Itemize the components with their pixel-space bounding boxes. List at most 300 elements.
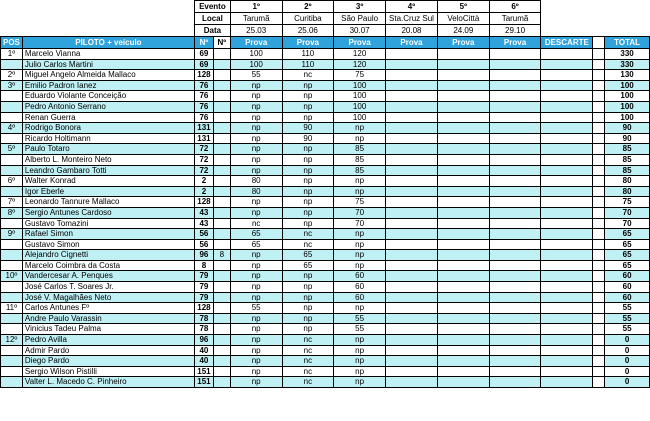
- cell-prova-1: np: [230, 123, 282, 134]
- cell-gap: [593, 271, 605, 282]
- cell-prova-1: np: [230, 165, 282, 176]
- cell-car-number-2: [213, 154, 230, 165]
- cell-pos: [1, 59, 23, 70]
- cell-pos: [1, 112, 23, 123]
- cell-prova-6: [489, 271, 541, 282]
- cell-prova-5: [437, 49, 489, 60]
- table-row: [1, 377, 650, 388]
- event-1-date: 25.03: [230, 25, 282, 37]
- cell-prova-1: 80: [230, 176, 282, 187]
- event-2-local: Curitiba: [282, 13, 334, 25]
- cell-prova-1: np: [230, 112, 282, 123]
- cell-gap: [593, 229, 605, 240]
- cell-car-number-2: [213, 313, 230, 324]
- cell-prova-5: [437, 366, 489, 377]
- cell-prova-4: [386, 112, 438, 123]
- col-num-2: Nº: [213, 37, 230, 49]
- cell-gap: [593, 250, 605, 261]
- cell-descarte: [541, 218, 593, 229]
- cell-total: 100: [605, 80, 650, 91]
- cell-pilot-name: Carlos Antunes Fº: [22, 303, 194, 314]
- cell-prova-3: 120: [334, 49, 386, 60]
- cell-pilot-name: Rodrigo Bonora: [22, 123, 194, 134]
- cell-prova-3: 55: [334, 324, 386, 335]
- cell-prova-5: [437, 303, 489, 314]
- cell-gap: [593, 70, 605, 81]
- cell-prova-5: [437, 282, 489, 293]
- cell-car-number: 96: [194, 250, 213, 261]
- cell-car-number-2: [213, 218, 230, 229]
- cell-car-number-2: [213, 366, 230, 377]
- cell-prova-6: [489, 176, 541, 187]
- cell-prova-4: [386, 282, 438, 293]
- event-6-local: Tarumã: [489, 13, 541, 25]
- cell-prova-2: np: [282, 101, 334, 112]
- cell-car-number-2: [213, 165, 230, 176]
- cell-car-number: 56: [194, 229, 213, 240]
- cell-car-number: 69: [194, 49, 213, 60]
- cell-prova-6: [489, 123, 541, 134]
- cell-car-number-2: 8: [213, 250, 230, 261]
- table-row: [1, 218, 650, 229]
- cell-prova-6: [489, 292, 541, 303]
- cell-prova-4: [386, 292, 438, 303]
- table-row: [1, 292, 650, 303]
- cell-total: 80: [605, 176, 650, 187]
- cell-prova-1: np: [230, 377, 282, 388]
- cell-descarte: [541, 313, 593, 324]
- cell-prova-4: [386, 154, 438, 165]
- event-2-date: 25.06: [282, 25, 334, 37]
- cell-prova-3: np: [334, 250, 386, 261]
- col-prova-1: Prova: [230, 37, 282, 49]
- cell-car-number-2: [213, 91, 230, 102]
- cell-prova-4: [386, 271, 438, 282]
- cell-car-number: 56: [194, 239, 213, 250]
- col-prova-6: Prova: [489, 37, 541, 49]
- cell-total: 85: [605, 154, 650, 165]
- cell-prova-3: np: [334, 133, 386, 144]
- cell-prova-3: np: [334, 229, 386, 240]
- cell-prova-5: [437, 218, 489, 229]
- cell-gap: [593, 366, 605, 377]
- table-row: [1, 197, 650, 208]
- cell-pilot-name: Renan Guerra: [22, 112, 194, 123]
- cell-total: 0: [605, 335, 650, 346]
- local-label: Local: [194, 13, 230, 25]
- cell-gap: [593, 123, 605, 134]
- cell-prova-4: [386, 335, 438, 346]
- cell-prova-6: [489, 324, 541, 335]
- cell-prova-1: 65: [230, 239, 282, 250]
- cell-total: 330: [605, 49, 650, 60]
- cell-total: 75: [605, 197, 650, 208]
- cell-prova-1: 55: [230, 70, 282, 81]
- cell-prova-1: np: [230, 197, 282, 208]
- cell-descarte: [541, 112, 593, 123]
- cell-gap: [593, 133, 605, 144]
- cell-gap: [593, 176, 605, 187]
- cell-pilot-name: Rafael Simon: [22, 229, 194, 240]
- cell-total: 55: [605, 324, 650, 335]
- cell-car-number-2: [213, 282, 230, 293]
- cell-prova-6: [489, 377, 541, 388]
- event-6-num: 6º: [489, 1, 541, 13]
- cell-gap: [593, 91, 605, 102]
- cell-car-number: 40: [194, 345, 213, 356]
- cell-prova-5: [437, 292, 489, 303]
- cell-prova-1: np: [230, 260, 282, 271]
- cell-car-number: 69: [194, 59, 213, 70]
- cell-gap: [593, 377, 605, 388]
- cell-prova-5: [437, 324, 489, 335]
- cell-gap: [593, 239, 605, 250]
- cell-pos: [1, 101, 23, 112]
- col-prova-3: Prova: [334, 37, 386, 49]
- cell-prova-5: [437, 229, 489, 240]
- table-row: [1, 112, 650, 123]
- cell-prova-2: 110: [282, 59, 334, 70]
- cell-prova-5: [437, 59, 489, 70]
- cell-prova-5: [437, 165, 489, 176]
- cell-prova-4: [386, 313, 438, 324]
- cell-prova-1: nc: [230, 218, 282, 229]
- cell-car-number: 128: [194, 197, 213, 208]
- cell-prova-2: np: [282, 313, 334, 324]
- cell-prova-5: [437, 112, 489, 123]
- cell-prova-2: np: [282, 154, 334, 165]
- cell-prova-1: np: [230, 144, 282, 155]
- header-row-local: [1, 13, 650, 25]
- cell-pilot-name: Leandro Gambaro Totti: [22, 165, 194, 176]
- cell-pos: [1, 239, 23, 250]
- cell-gap: [593, 154, 605, 165]
- cell-pilot-name: Emilio Padron Ianez: [22, 80, 194, 91]
- cell-prova-5: [437, 101, 489, 112]
- cell-prova-6: [489, 250, 541, 261]
- cell-prova-1: 65: [230, 229, 282, 240]
- cell-prova-2: np: [282, 80, 334, 91]
- cell-pilot-name: Pedro Avilla: [22, 335, 194, 346]
- cell-prova-6: [489, 154, 541, 165]
- cell-pilot-name: Valter L. Macedo C. Pinheiro: [22, 377, 194, 388]
- cell-pos: 5º: [1, 144, 23, 155]
- table-row: [1, 154, 650, 165]
- cell-pilot-name: Eduardo Violante Conceição: [22, 91, 194, 102]
- cell-prova-1: 100: [230, 59, 282, 70]
- cell-prova-5: [437, 356, 489, 367]
- cell-car-number-2: [213, 101, 230, 112]
- table-row: [1, 49, 650, 60]
- cell-prova-4: [386, 345, 438, 356]
- cell-prova-3: np: [334, 303, 386, 314]
- cell-descarte: [541, 144, 593, 155]
- cell-descarte: [541, 154, 593, 165]
- cell-car-number: 79: [194, 292, 213, 303]
- cell-prova-4: [386, 356, 438, 367]
- cell-prova-4: [386, 59, 438, 70]
- cell-pos: [1, 133, 23, 144]
- cell-total: 60: [605, 292, 650, 303]
- cell-car-number: 96: [194, 335, 213, 346]
- cell-prova-1: np: [230, 345, 282, 356]
- cell-prova-2: nc: [282, 335, 334, 346]
- cell-prova-4: [386, 250, 438, 261]
- event-5-local: VeloCittà: [437, 13, 489, 25]
- cell-pos: [1, 282, 23, 293]
- cell-pos: [1, 366, 23, 377]
- cell-prova-5: [437, 154, 489, 165]
- cell-car-number-2: [213, 207, 230, 218]
- event-4-num: 4º: [386, 1, 438, 13]
- table-row: [1, 123, 650, 134]
- table-row: [1, 80, 650, 91]
- data-label: Data: [194, 25, 230, 37]
- cell-prova-4: [386, 239, 438, 250]
- cell-pilot-name: Diego Pardo: [22, 356, 194, 367]
- cell-descarte: [541, 366, 593, 377]
- cell-prova-3: 60: [334, 292, 386, 303]
- cell-prova-3: np: [334, 239, 386, 250]
- cell-prova-2: np: [282, 282, 334, 293]
- cell-total: 70: [605, 207, 650, 218]
- cell-prova-6: [489, 112, 541, 123]
- cell-total: 85: [605, 144, 650, 155]
- cell-car-number: 76: [194, 91, 213, 102]
- cell-gap: [593, 324, 605, 335]
- table-row: [1, 239, 650, 250]
- cell-descarte: [541, 303, 593, 314]
- cell-prova-5: [437, 70, 489, 81]
- cell-prova-2: np: [282, 91, 334, 102]
- cell-prova-3: 60: [334, 282, 386, 293]
- cell-prova-2: 90: [282, 133, 334, 144]
- cell-prova-6: [489, 229, 541, 240]
- col-piloto: PILOTO + veículo: [22, 37, 194, 49]
- cell-prova-2: nc: [282, 345, 334, 356]
- cell-total: 60: [605, 271, 650, 282]
- cell-car-number: 43: [194, 218, 213, 229]
- table-row: [1, 59, 650, 70]
- cell-prova-1: 80: [230, 186, 282, 197]
- cell-descarte: [541, 271, 593, 282]
- cell-total: 65: [605, 250, 650, 261]
- cell-car-number: 76: [194, 80, 213, 91]
- table-row: [1, 101, 650, 112]
- cell-prova-3: np: [334, 260, 386, 271]
- cell-prova-6: [489, 345, 541, 356]
- col-total: TOTAL: [605, 37, 650, 49]
- cell-car-number: 40: [194, 356, 213, 367]
- cell-total: 55: [605, 303, 650, 314]
- cell-prova-6: [489, 356, 541, 367]
- cell-prova-4: [386, 123, 438, 134]
- cell-pilot-name: Sergio Wilson Pistilli: [22, 366, 194, 377]
- cell-prova-2: np: [282, 165, 334, 176]
- cell-prova-2: np: [282, 218, 334, 229]
- cell-total: 90: [605, 123, 650, 134]
- col-gap: [593, 37, 605, 49]
- event-3-local: São Paulo: [334, 13, 386, 25]
- header-row-data: [1, 25, 650, 37]
- cell-pos: [1, 250, 23, 261]
- cell-car-number-2: [213, 59, 230, 70]
- event-4-local: Sta.Cruz Sul: [386, 13, 438, 25]
- cell-car-number-2: [213, 229, 230, 240]
- cell-gap: [593, 260, 605, 271]
- event-3-date: 30.07: [334, 25, 386, 37]
- cell-car-number: 72: [194, 165, 213, 176]
- cell-car-number: 2: [194, 186, 213, 197]
- cell-car-number-2: [213, 260, 230, 271]
- cell-prova-5: [437, 144, 489, 155]
- cell-prova-6: [489, 260, 541, 271]
- cell-car-number-2: [213, 324, 230, 335]
- cell-pilot-name: Marcelo Vianna: [22, 49, 194, 60]
- cell-car-number-2: [213, 292, 230, 303]
- table-row: [1, 356, 650, 367]
- cell-pos: 11º: [1, 303, 23, 314]
- cell-car-number: 128: [194, 303, 213, 314]
- col-prova-2: Prova: [282, 37, 334, 49]
- cell-descarte: [541, 239, 593, 250]
- table-row: [1, 207, 650, 218]
- cell-total: 100: [605, 112, 650, 123]
- cell-prova-4: [386, 207, 438, 218]
- cell-pilot-name: Pedro Antonio Serrano: [22, 101, 194, 112]
- cell-gap: [593, 80, 605, 91]
- cell-car-number-2: [213, 70, 230, 81]
- cell-prova-5: [437, 250, 489, 261]
- cell-prova-4: [386, 133, 438, 144]
- cell-prova-6: [489, 49, 541, 60]
- cell-prova-4: [386, 218, 438, 229]
- cell-total: 0: [605, 356, 650, 367]
- cell-descarte: [541, 59, 593, 70]
- cell-pilot-name: José V. Magalhães Neto: [22, 292, 194, 303]
- cell-prova-2: nc: [282, 366, 334, 377]
- cell-prova-1: np: [230, 271, 282, 282]
- table-row: [1, 303, 650, 314]
- cell-prova-3: 75: [334, 197, 386, 208]
- cell-gap: [593, 303, 605, 314]
- cell-prova-2: np: [282, 271, 334, 282]
- cell-prova-3: np: [334, 123, 386, 134]
- cell-prova-6: [489, 133, 541, 144]
- cell-prova-1: 100: [230, 49, 282, 60]
- cell-pilot-name: Ricardo Holtimann: [22, 133, 194, 144]
- cell-car-number: 78: [194, 324, 213, 335]
- table-row: [1, 229, 650, 240]
- cell-prova-3: 100: [334, 91, 386, 102]
- cell-total: 0: [605, 366, 650, 377]
- cell-prova-4: [386, 366, 438, 377]
- cell-car-number-2: [213, 271, 230, 282]
- table-row: [1, 324, 650, 335]
- evento-label: Evento: [194, 1, 230, 13]
- cell-prova-3: 55: [334, 313, 386, 324]
- cell-car-number-2: [213, 144, 230, 155]
- cell-prova-3: np: [334, 377, 386, 388]
- cell-car-number: 79: [194, 282, 213, 293]
- cell-car-number-2: [213, 377, 230, 388]
- cell-prova-4: [386, 260, 438, 271]
- cell-pilot-name: Alberto L. Monteiro Neto: [22, 154, 194, 165]
- cell-prova-2: np: [282, 186, 334, 197]
- cell-prova-6: [489, 186, 541, 197]
- cell-prova-6: [489, 101, 541, 112]
- cell-total: 85: [605, 165, 650, 176]
- event-4-date: 20.08: [386, 25, 438, 37]
- cell-total: 65: [605, 239, 650, 250]
- cell-pos: [1, 313, 23, 324]
- cell-prova-3: np: [334, 356, 386, 367]
- cell-descarte: [541, 186, 593, 197]
- cell-prova-1: np: [230, 133, 282, 144]
- cell-prova-6: [489, 165, 541, 176]
- cell-prova-3: np: [334, 176, 386, 187]
- cell-prova-2: np: [282, 207, 334, 218]
- cell-prova-3: 70: [334, 218, 386, 229]
- cell-car-number: 131: [194, 133, 213, 144]
- cell-pos: 8º: [1, 207, 23, 218]
- table-row: [1, 366, 650, 377]
- event-3-num: 3º: [334, 1, 386, 13]
- cell-prova-6: [489, 59, 541, 70]
- cell-prova-4: [386, 91, 438, 102]
- cell-pilot-name: Sergio Antunes Cardoso: [22, 207, 194, 218]
- cell-prova-4: [386, 165, 438, 176]
- cell-pos: 10º: [1, 271, 23, 282]
- cell-prova-2: nc: [282, 356, 334, 367]
- cell-prova-6: [489, 366, 541, 377]
- cell-pilot-name: Paulo Totaro: [22, 144, 194, 155]
- cell-car-number: 72: [194, 144, 213, 155]
- cell-car-number: 76: [194, 112, 213, 123]
- cell-prova-2: 65: [282, 260, 334, 271]
- cell-gap: [593, 356, 605, 367]
- cell-prova-3: 85: [334, 154, 386, 165]
- cell-prova-4: [386, 176, 438, 187]
- cell-pilot-name: Alejandro Cignetti: [22, 250, 194, 261]
- cell-descarte: [541, 197, 593, 208]
- column-header-row: [1, 37, 650, 49]
- cell-prova-6: [489, 303, 541, 314]
- cell-car-number: 8: [194, 260, 213, 271]
- cell-gap: [593, 59, 605, 70]
- cell-prova-6: [489, 207, 541, 218]
- cell-prova-5: [437, 239, 489, 250]
- cell-car-number-2: [213, 176, 230, 187]
- cell-prova-3: np: [334, 345, 386, 356]
- cell-pos: 9º: [1, 229, 23, 240]
- cell-prova-3: 100: [334, 112, 386, 123]
- cell-prova-4: [386, 377, 438, 388]
- cell-car-number-2: [213, 49, 230, 60]
- cell-gap: [593, 186, 605, 197]
- cell-total: 65: [605, 260, 650, 271]
- cell-descarte: [541, 207, 593, 218]
- cell-car-number: 78: [194, 313, 213, 324]
- cell-prova-4: [386, 229, 438, 240]
- cell-pos: 2º: [1, 70, 23, 81]
- cell-prova-1: np: [230, 366, 282, 377]
- cell-prova-1: np: [230, 154, 282, 165]
- cell-prova-5: [437, 123, 489, 134]
- cell-prova-5: [437, 176, 489, 187]
- table-row: [1, 282, 650, 293]
- cell-prova-6: [489, 218, 541, 229]
